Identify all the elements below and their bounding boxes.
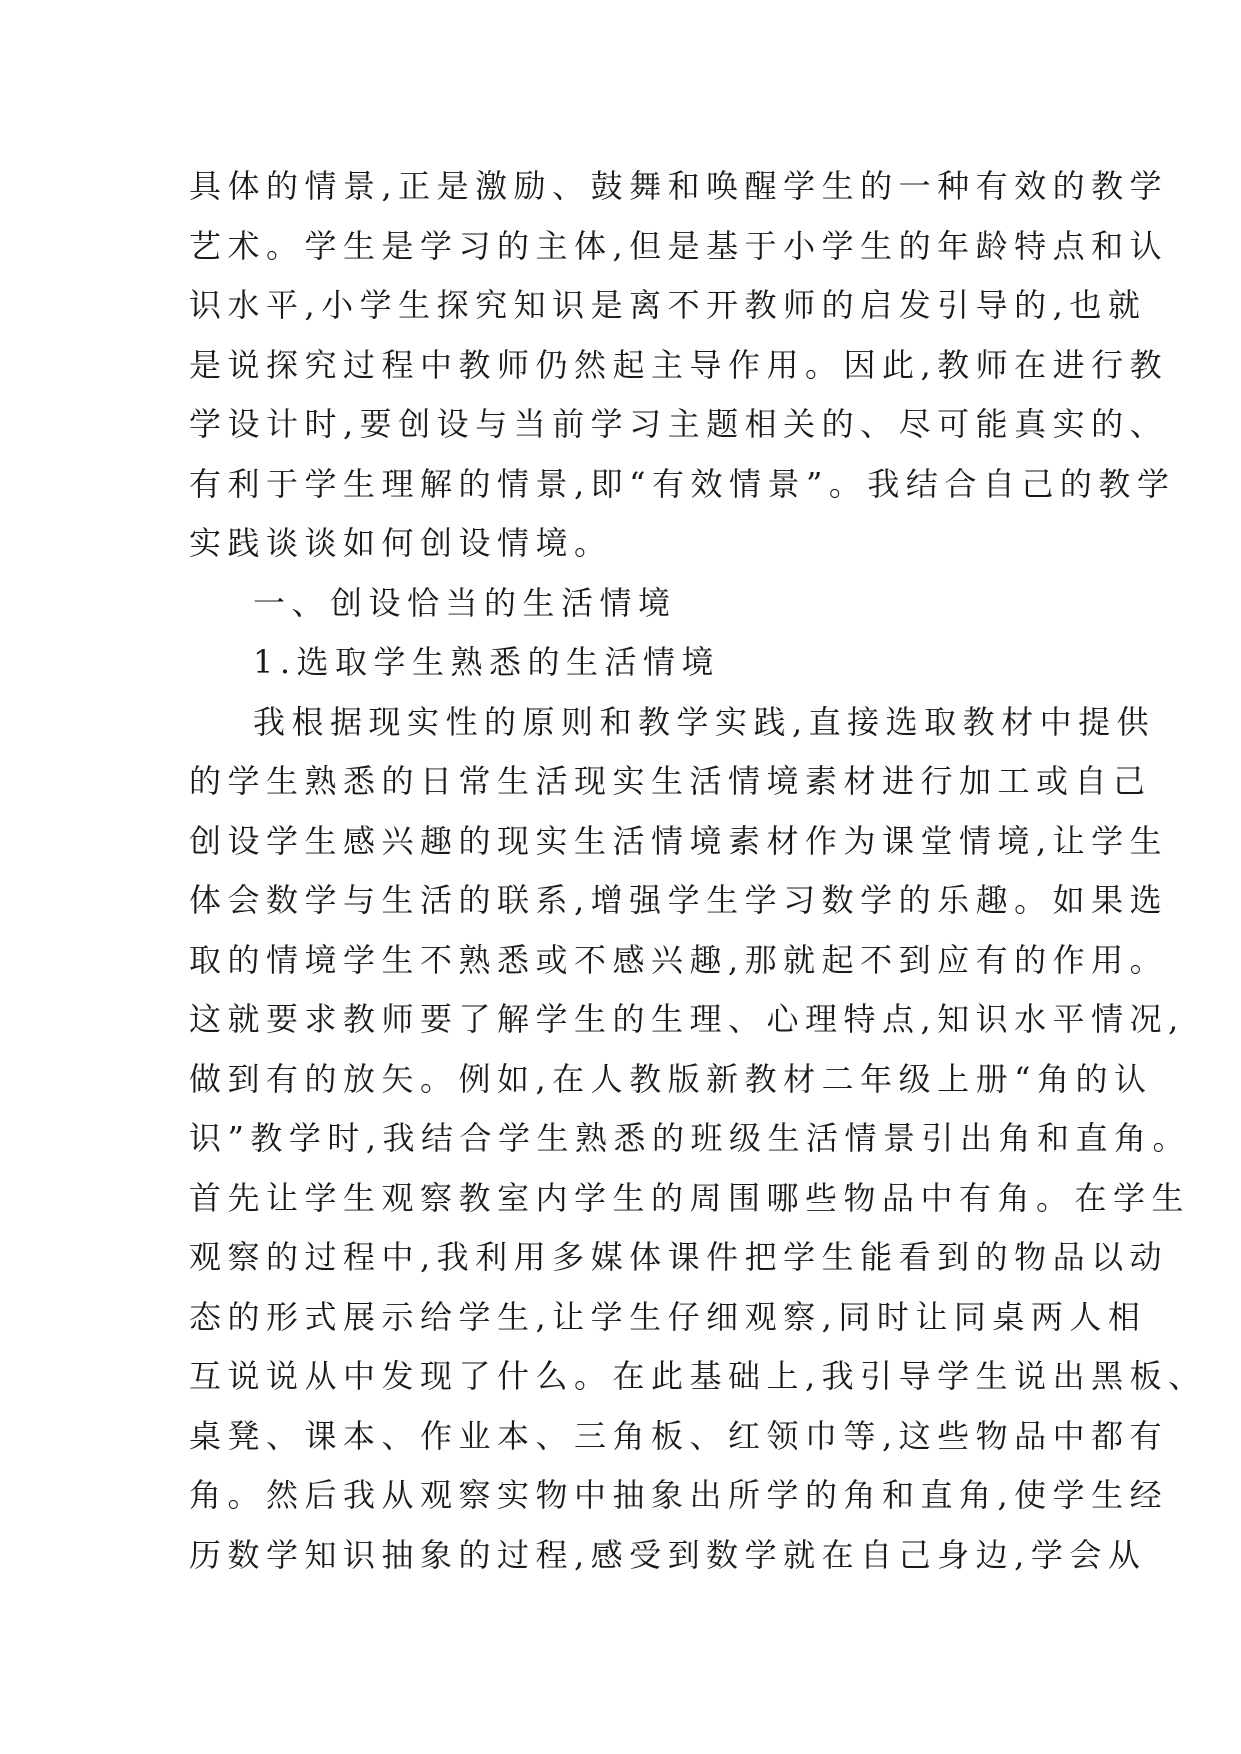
text-line: 观察的过程中,我利用多媒体课件把学生能看到的物品以动 bbox=[189, 1238, 1169, 1276]
text-line: 做到有的放矢。例如,在人教版新教材二年级上册“角的认 bbox=[189, 1059, 1153, 1098]
text-line: 识水平,小学生探究知识是离不开教师的启发引导的,也就 bbox=[189, 286, 1147, 324]
text-line: 首先让学生观察教室内学生的周围哪些物品中有角。在学生 bbox=[189, 1178, 1191, 1217]
text-line: 历数学知识抽象的过程,感受到数学就在自己身边,学会从 bbox=[189, 1535, 1147, 1574]
text-line: 互说说从中发现了什么。在此基础上,我引导学生说出黑板、 bbox=[189, 1357, 1207, 1395]
text-line: 态的形式展示给学生,让学生仔细观察,同时让同桌两人相 bbox=[189, 1297, 1147, 1336]
text-line: 艺术。学生是学习的主体,但是基于小学生的年龄特点和认 bbox=[189, 226, 1169, 265]
body-text bbox=[189, 157, 1207, 1585]
section-heading: 一、创设恰当的生活情境 bbox=[253, 583, 677, 622]
text-line: 是说探究过程中教师仍然起主导作用。因此,教师在进行教 bbox=[189, 345, 1169, 384]
text-line: 具体的情景,正是激励、鼓舞和唤醒学生的一种有效的教学 bbox=[189, 167, 1169, 205]
text-line: 我根据现实性的原则和教学实践,直接选取教材中提供 bbox=[253, 702, 1156, 741]
text-line: 实践谈谈如何创设情境。 bbox=[189, 524, 613, 562]
text-line: 的学生熟悉的日常生活现实生活情境素材进行加工或自己 bbox=[189, 762, 1152, 800]
text-line: 角。然后我从观察实物中抽象出所学的角和直角,使学生经 bbox=[189, 1476, 1169, 1514]
text-line: 取的情境学生不熟悉或不感兴趣,那就起不到应有的作用。 bbox=[189, 940, 1169, 979]
text-line: 桌凳、课本、作业本、三角板、红领巾等,这些物品中都有 bbox=[189, 1416, 1169, 1455]
text-line: 创设学生感兴趣的现实生活情境素材作为课堂情境,让学生 bbox=[189, 821, 1169, 860]
subsection-heading: 1.选取学生熟悉的生活情境 bbox=[253, 643, 721, 681]
text-line: 学设计时,要创设与当前学习主题相关的、尽可能真实的、 bbox=[189, 405, 1169, 443]
text-line: 有利于学生理解的情景,即“有效情景”。我结合自己的教学 bbox=[189, 464, 1176, 503]
text-line: 体会数学与生活的联系,增强学生学习数学的乐趣。如果选 bbox=[189, 881, 1169, 919]
text-line: 这就要求教师要了解学生的生理、心理特点,知识水平情况, bbox=[189, 1000, 1185, 1038]
text-line: 识”教学时,我结合学生熟悉的班级生活情景引出角和直角。 bbox=[189, 1119, 1192, 1157]
